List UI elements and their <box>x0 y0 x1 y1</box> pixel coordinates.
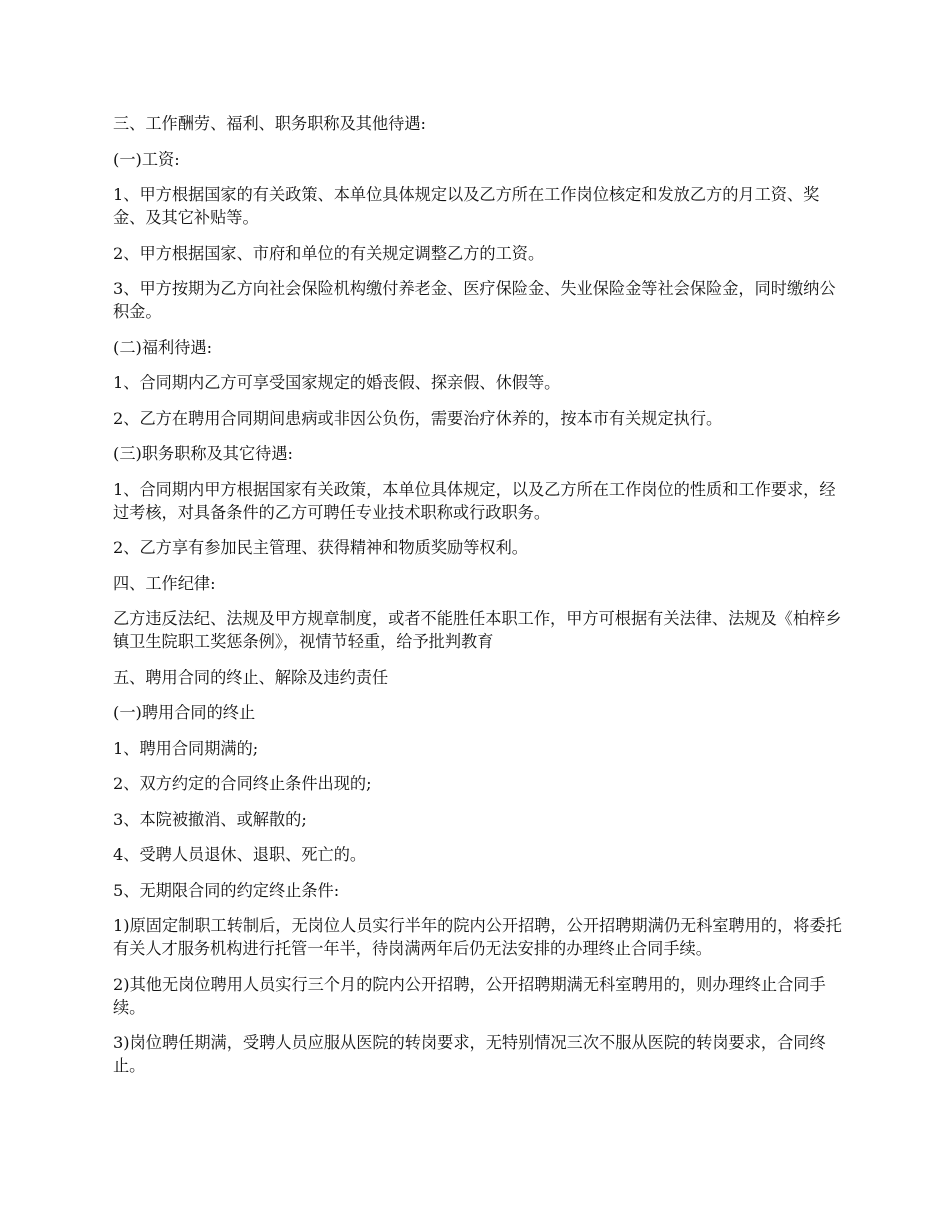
list-item: 1)原固定制职工转制后，无岗位人员实行半年的院内公开招聘，公开招聘期满仍无科室聘用的，将委托有关人才服务机构进行托管一年半，待岗满两年后仍无法安排的办理终止合同手续。 <box>113 916 842 958</box>
list-item: 3)岗位聘任期满，受聘人员应服从医院的转岗要求，无特别情况三次不服从医院的转岗要求，合同终止。 <box>113 1033 826 1075</box>
paragraph: 2、乙方在聘用合同期间患病或非因公负伤，需要治疗休养的，按本市有关规定执行。 <box>113 408 723 428</box>
subsection-heading-salary: (一)工资: <box>113 149 180 169</box>
list-item: 4、受聘人员退休、退职、死亡的。 <box>113 845 367 864</box>
paragraph: 乙方违反法纪、法规及甲方规章制度，或者不能胜任本职工作，甲方可根据有关法律、法规及《柏梓乡镇卫生院职工奖惩条例》，视情节轻重，给予批判教育 <box>113 609 842 651</box>
paragraph: 2、甲方根据国家、市府和单位的有关规定调整乙方的工资。 <box>113 243 545 263</box>
paragraph: 1、甲方根据国家的有关政策、本单位具体规定以及乙方所在工作岗位核定和发放乙方的月工资、奖金、及其它补贴等。 <box>113 185 820 227</box>
section-heading-termination: 五、聘用合同的终止、解除及违约责任 <box>113 667 389 687</box>
subsection-heading-contract-end: (一)聘用合同的终止 <box>113 703 256 722</box>
subsection-heading-titles: (三)职务职称及其它待遇: <box>113 444 293 463</box>
paragraph: 3、甲方按期为乙方向社会保险机构缴付养老金、医疗保险金、失业保险金等社会保险金，同时缴纳公积金。 <box>113 279 836 321</box>
paragraph: 1、合同期内乙方可享受国家规定的婚丧假、探亲假、休假等。 <box>113 373 561 392</box>
list-item: 5、无期限合同的约定终止条件: <box>113 880 340 900</box>
list-item: 2、双方约定的合同终止条件出现的; <box>113 774 372 793</box>
list-item: 2)其他无岗位聘用人员实行三个月的院内公开招聘，公开招聘期满无科室聘用的，则办理终止合同手续。 <box>113 974 826 1017</box>
paragraph: 2、乙方享有参加民主管理、获得精神和物质奖励等权利。 <box>113 538 528 557</box>
section-heading-discipline: 四、工作纪律: <box>113 573 216 593</box>
document-body <box>113 112 843 1090</box>
list-item: 3、本院被撤消、或解散的; <box>113 809 307 829</box>
subsection-heading-benefits: (二)福利待遇: <box>113 337 213 357</box>
list-item: 1、聘用合同期满的; <box>113 738 259 758</box>
section-heading-compensation: 三、工作酬劳、福利、职务职称及其他待遇: <box>113 114 427 133</box>
paragraph: 1、合同期内甲方根据国家有关政策，本单位具体规定，以及乙方所在工作岗位的性质和工作要求，经过考核，对具备条件的乙方可聘任专业技术职称或行政职务。 <box>113 479 836 522</box>
